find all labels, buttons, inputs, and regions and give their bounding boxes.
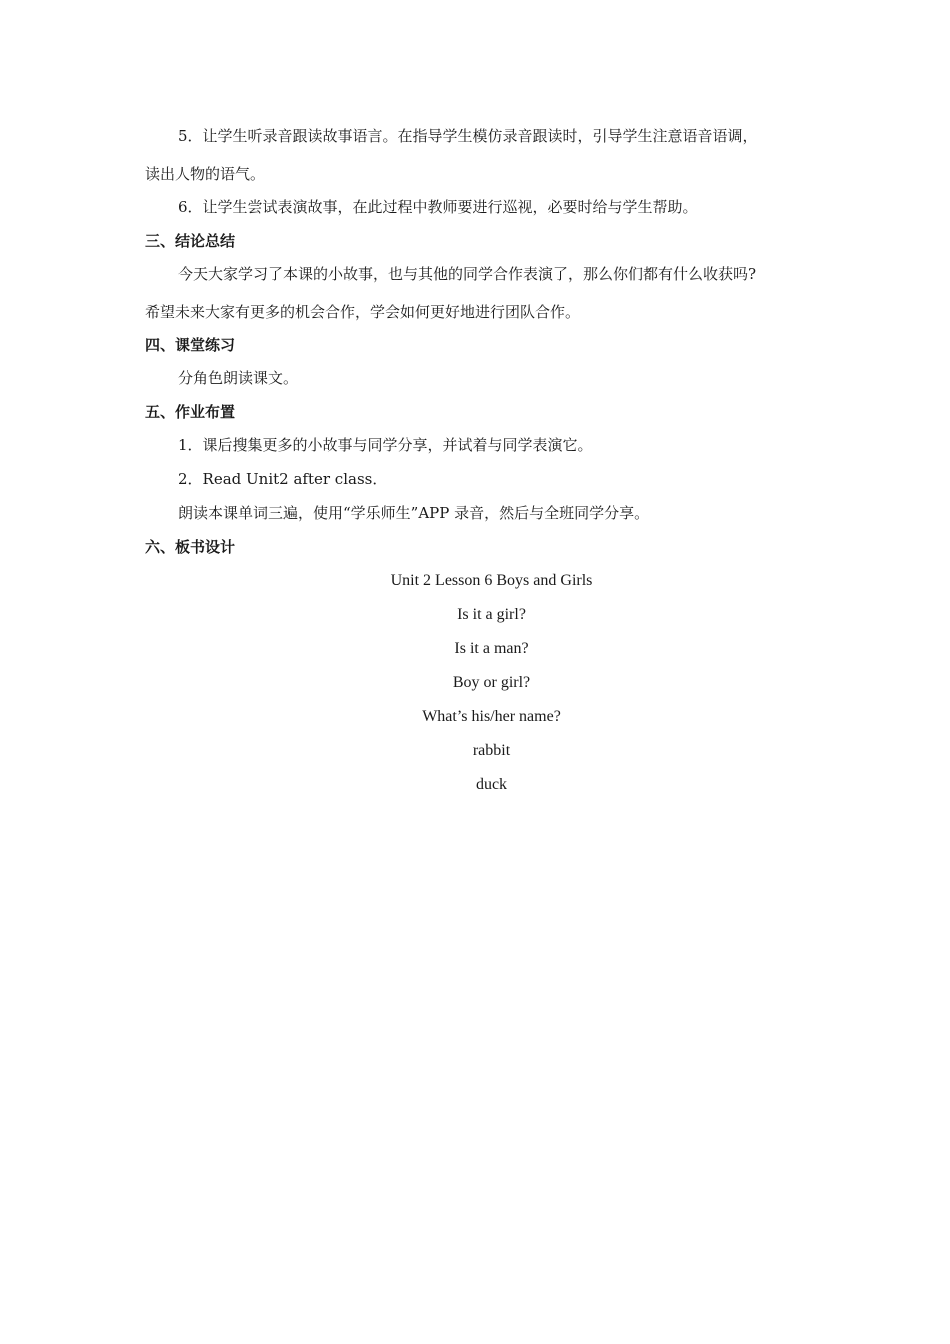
homework-item-2: 2．Read Unit2 after class．: [178, 470, 388, 488]
heading-conclusion: 三、结论总结: [145, 232, 236, 250]
paragraph-step-6: 6．让学生尝试表演故事，在此过程中教师要进行巡视，必要时给与学生帮助。: [178, 198, 698, 216]
heading-homework: 五、作业布置: [145, 403, 236, 421]
board-line: Boy or girl?: [452, 674, 531, 691]
board-line: duck: [475, 776, 508, 793]
paragraph-summary-continued: 希望未来大家有更多的机会合作，学会如何更好地进行团队合作。: [145, 303, 581, 321]
paragraph-step-5-continued: 读出人物的语气。: [145, 165, 266, 183]
homework-item-3: 朗读本课单词三遍，使用“学乐师生”APP 录音，然后与全班同学分享。: [178, 504, 650, 522]
paragraph-practice: 分角色朗读课文。: [178, 369, 299, 387]
board-line: Is it a girl?: [457, 606, 526, 623]
heading-board-design: 六、板书设计: [145, 538, 236, 556]
heading-practice: 四、课堂练习: [145, 336, 236, 354]
board-title: Unit 2 Lesson 6 Boys and Girls: [390, 572, 593, 589]
board-line: rabbit: [472, 742, 511, 759]
homework-item-1: 1．课后搜集更多的小故事与同学分享，并试着与同学表演它。: [178, 436, 593, 454]
board-line: What’s his/her name?: [422, 708, 561, 725]
board-line: Is it a man?: [454, 640, 529, 657]
paragraph-step-5: 5．让学生听录音跟读故事语言。在指导学生模仿录音跟读时，引导学生注意语音语调，: [178, 127, 758, 145]
paragraph-summary: 今天大家学习了本课的小故事，也与其他的同学合作表演了，那么你们都有什么收获吗?: [178, 265, 757, 283]
